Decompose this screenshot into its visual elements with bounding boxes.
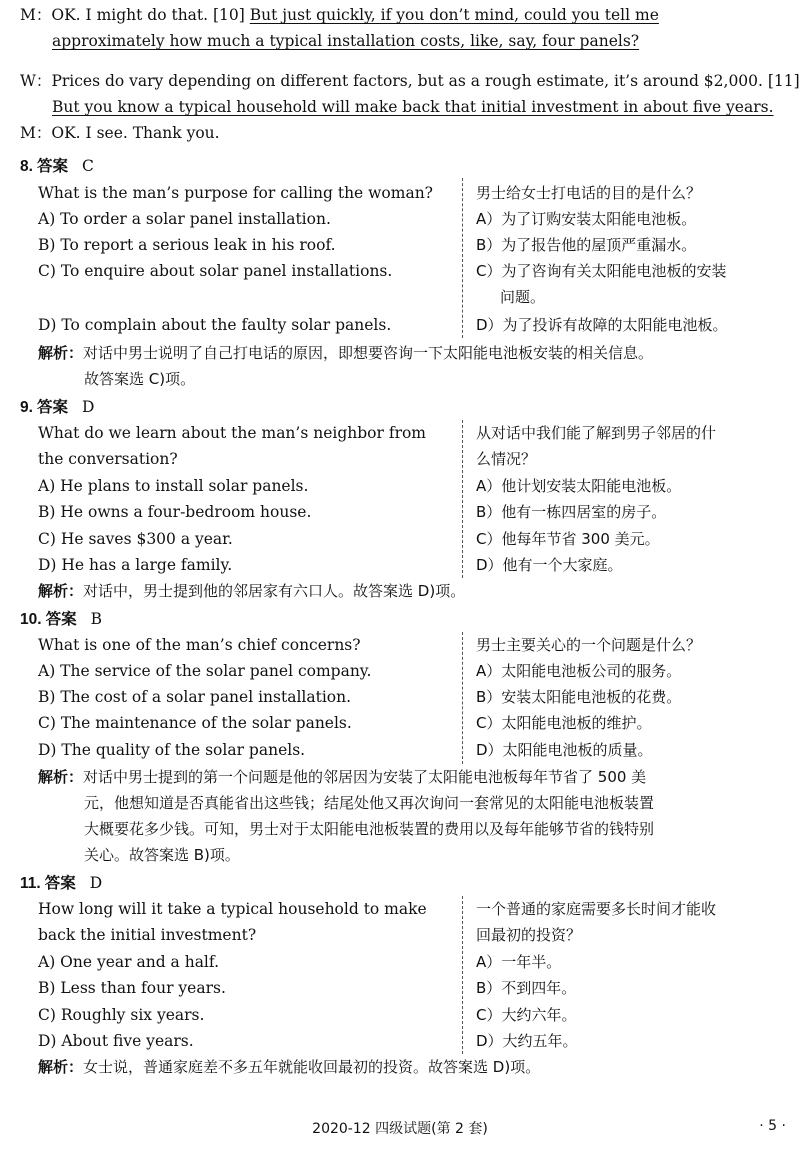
option-en (38, 316, 391, 335)
option-zh-text: C）他每年节省 300 美元。 (476, 530, 660, 548)
question-text-zh (476, 424, 716, 443)
dialogue-underlined-text: But you know a typical household will make back that initial investment in about five years. (52, 98, 774, 116)
option-zh-text: D）为了投诉有故障的太阳能电池板。 (476, 316, 728, 334)
option-en (38, 979, 226, 998)
option-en (38, 210, 331, 229)
analysis-line (38, 1058, 540, 1077)
option-zh-text: A）他计划安装太阳能电池板。 (476, 477, 682, 495)
option-zh (476, 953, 561, 972)
analysis-text: 对话中男士说明了自己打电话的原因，即想要咨询一下太阳能电池板安装的相关信息。 (83, 344, 654, 362)
analysis-label: 解析： (38, 1058, 84, 1076)
question-text-en (38, 926, 256, 945)
option-zh (476, 530, 660, 549)
page-footer-title: 2020-12 四级试题(第 2 套) (312, 1121, 488, 1137)
answer-letter: B (90, 610, 102, 628)
option-en-text: C) To enquire about solar panel installations. (38, 262, 393, 280)
analysis-label: 解析： (38, 344, 84, 362)
question-text-zh-line: 男士主要关心的一个问题是什么？ (476, 636, 702, 654)
speaker-label: M： (20, 6, 52, 24)
option-en-text: C) Roughly six years. (38, 1006, 205, 1024)
question-header (20, 874, 102, 894)
question-number: 11. (20, 875, 41, 892)
option-zh (476, 316, 728, 335)
question-number: 9. (20, 399, 33, 416)
option-zh-text: A）一年半。 (476, 953, 562, 971)
option-en (38, 1032, 194, 1051)
analysis-text: 关心。故答案选 B)项。 (84, 846, 240, 864)
option-zh-text: A）为了订购安装太阳能电池板。 (476, 210, 697, 228)
answer-label: 答案 (44, 874, 76, 892)
option-en (38, 236, 336, 255)
option-en (38, 556, 232, 575)
option-en-text: D) About five years. (38, 1032, 194, 1050)
option-en-text: D) To complain about the faulty solar panels. (38, 316, 392, 334)
analysis-text: 大概要花多少钱。可知，男士对于太阳能电池板装置的费用以及每年能够节省的钱特别 (84, 820, 655, 838)
option-en-text: D) The quality of the solar panels. (38, 741, 306, 759)
option-en-text: B) Less than four years. (38, 979, 226, 997)
option-zh (476, 688, 681, 707)
analysis-line (38, 768, 646, 787)
question-text-en-line: What do we learn about the man’s neighbor from (38, 424, 427, 442)
question-text-zh (476, 636, 701, 655)
option-en-text: D) He has a large family. (38, 556, 233, 574)
option-zh-text: B）不到四年。 (476, 979, 577, 997)
option-en (38, 953, 219, 972)
dialogue-underlined-text: But just quickly, if you don’t mind, could you tell me (249, 6, 659, 24)
question-text-en-line: How long will it take a typical household to make (38, 900, 427, 918)
option-en (38, 262, 392, 281)
option-zh-text: B）他有一栋四居室的房子。 (476, 503, 667, 521)
analysis-line (84, 794, 654, 813)
speaker-label: W： (20, 72, 52, 90)
dialogue-text: Prices do vary depending on different factors, but as a rough estimate, it’s around $2,000. [11] (51, 72, 800, 90)
question-header (20, 157, 94, 177)
column-divider (462, 896, 463, 1054)
question-text-en (38, 900, 427, 919)
question-text-zh-line: 么情况？ (476, 450, 537, 468)
speaker-label: M： (20, 124, 52, 142)
question-text-zh (476, 900, 716, 919)
option-zh-text: B）安装太阳能电池板的花费。 (476, 688, 682, 706)
option-zh (476, 503, 666, 522)
option-en (38, 1006, 204, 1025)
analysis-label: 解析： (38, 768, 84, 786)
option-zh (476, 662, 681, 681)
option-zh-text: D）他有一个大家庭。 (476, 556, 623, 574)
analysis-text: 故答案选 C)项。 (84, 370, 196, 388)
answer-label: 答案 (36, 398, 68, 416)
option-zh-text: C）大约六年。 (476, 1006, 577, 1024)
dialogue-text: OK. I might do that. [10] (51, 6, 250, 24)
option-zh (476, 210, 696, 229)
question-text-zh-line: 一个普通的家庭需要多长时间才能收 (476, 900, 717, 918)
answer-letter: D (89, 874, 103, 892)
question-number: 10. (20, 611, 42, 628)
dialogue-text: OK. I see. Thank you. (51, 124, 220, 142)
question-text-en (38, 424, 426, 443)
option-zh (476, 262, 726, 281)
question-number: 8. (20, 158, 33, 175)
analysis-line (84, 820, 654, 839)
option-zh-text: C）为了咨询有关太阳能电池板的安装 (476, 262, 727, 280)
answer-label: 答案 (45, 610, 77, 628)
dialogue-line (20, 124, 220, 143)
option-en-text: B) To report a serious leak in his roof. (38, 236, 336, 254)
question-text-en (38, 184, 433, 203)
option-zh-text: C）太阳能电池板的维护。 (476, 714, 652, 732)
dialogue-line (52, 98, 774, 117)
option-en (38, 662, 371, 681)
option-en-text: A) One year and a half. (38, 953, 219, 971)
dialogue-underlined-text: approximately how much a typical installation costs, like, say, four panels? (52, 32, 640, 50)
analysis-line (84, 370, 195, 389)
dialogue-line (20, 72, 800, 91)
option-en-text: A) He plans to install solar panels. (38, 477, 309, 495)
dialogue-line (52, 32, 639, 51)
analysis-line (84, 846, 240, 865)
column-divider (462, 632, 463, 764)
option-zh-text: D）太阳能电池板的质量。 (476, 741, 653, 759)
option-en (38, 714, 352, 733)
dialogue-line (20, 6, 659, 25)
option-zh (500, 288, 545, 307)
option-zh-text: B）为了报告他的屋顶严重漏水。 (476, 236, 697, 254)
option-zh (476, 1032, 578, 1051)
answer-label: 答案 (36, 157, 68, 175)
option-zh (476, 236, 696, 255)
option-zh-text: A）太阳能电池板公司的服务。 (476, 662, 682, 680)
column-divider (462, 178, 463, 338)
analysis-text: 元，他想知道是否真能省出这些钱；结尾处他又再次询问一套常见的太阳能电池板装置 (84, 794, 655, 812)
question-header (20, 398, 94, 418)
question-text-zh-line: 男士给女士打电话的目的是什么？ (476, 184, 702, 202)
question-text-en-line: back the initial investment? (38, 926, 257, 944)
column-divider (462, 420, 463, 578)
question-text-en (38, 636, 361, 655)
option-zh (476, 556, 623, 575)
option-zh (476, 979, 576, 998)
analysis-line (38, 344, 653, 363)
question-header (20, 610, 102, 630)
option-zh-text: 问题。 (500, 288, 546, 306)
question-text-en-line: What is one of the man’s chief concerns? (38, 636, 361, 654)
option-zh (476, 1006, 576, 1025)
question-text-zh (476, 450, 536, 469)
option-zh (476, 714, 651, 733)
option-en-text: C) The maintenance of the solar panels. (38, 714, 352, 732)
question-text-en (38, 450, 178, 469)
option-en-text: A) To order a solar panel installation. (38, 210, 331, 228)
analysis-text: 对话中男士提到的第一个问题是他的邻居因为安装了太阳能电池板每年节省了 500 美 (83, 768, 647, 786)
question-text-zh-line: 回最初的投资？ (476, 926, 582, 944)
option-en (38, 477, 308, 496)
analysis-text: 女士说，普通家庭差不多五年就能收回最初的投资。故答案选 D)项。 (83, 1058, 541, 1076)
option-en (38, 530, 233, 549)
option-en-text: C) He saves $300 a year. (38, 530, 233, 548)
question-text-zh (476, 926, 581, 945)
analysis-text: 对话中，男士提到他的邻居家有六口人。故答案选 D)项。 (83, 582, 466, 600)
option-en-text: A) The service of the solar panel company. (38, 662, 372, 680)
option-zh (476, 477, 681, 496)
question-text-zh-line: 从对话中我们能了解到男子邻居的什 (476, 424, 717, 442)
question-text-zh (476, 184, 701, 203)
option-en (38, 688, 351, 707)
option-en-text: B) The cost of a solar panel installation. (38, 688, 352, 706)
answer-letter: C (81, 157, 94, 175)
question-text-en-line: What is the man’s purpose for calling the woman? (38, 184, 433, 202)
page-number: · 5 · (759, 1118, 786, 1134)
analysis-label: 解析： (38, 582, 84, 600)
option-en-text: B) He owns a four-bedroom house. (38, 503, 312, 521)
option-en (38, 741, 305, 760)
answer-letter: D (81, 398, 95, 416)
question-text-en-line: the conversation? (38, 450, 178, 468)
option-en (38, 503, 311, 522)
option-zh-text: D）大约五年。 (476, 1032, 578, 1050)
option-zh (476, 741, 653, 760)
analysis-line (38, 582, 465, 601)
